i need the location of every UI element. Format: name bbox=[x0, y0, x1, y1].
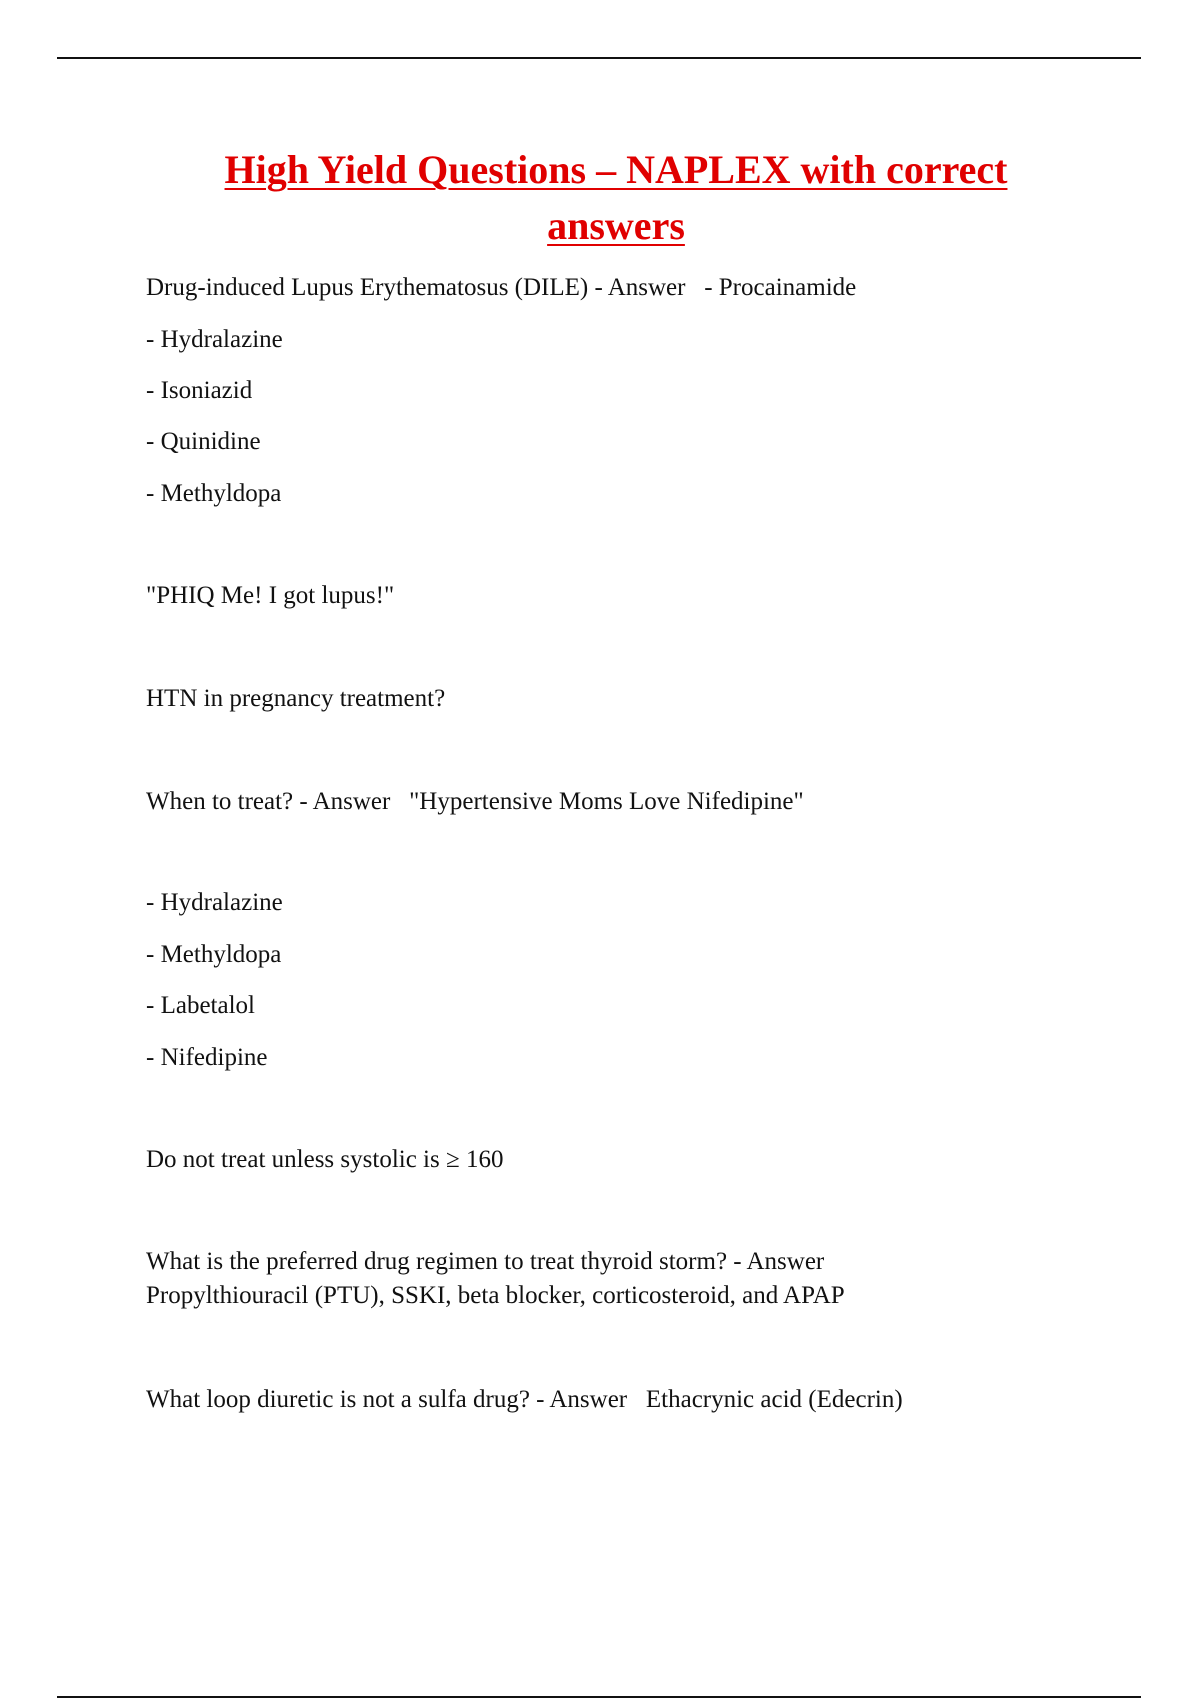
top-rule bbox=[57, 57, 1141, 59]
text-line: Propylthiouracil (PTU), SSKI, beta blocker, corticosteroid, and APAP bbox=[146, 1282, 845, 1309]
title-line-2: answers bbox=[547, 203, 685, 248]
text-line: - Hydralazine bbox=[146, 326, 283, 353]
text-line: - Methyldopa bbox=[146, 941, 282, 968]
text-line: - Methyldopa bbox=[146, 480, 282, 507]
text-line: - Isoniazid bbox=[146, 377, 253, 404]
title-line-1: High Yield Questions – NAPLEX with correct bbox=[224, 147, 1008, 192]
text-line: What loop diuretic is not a sulfa drug? - Answer Ethacrynic acid (Edecrin) bbox=[146, 1386, 903, 1413]
document-title bbox=[150, 142, 1082, 254]
bottom-rule bbox=[57, 1696, 1141, 1698]
text-line: HTN in pregnancy treatment? bbox=[146, 685, 446, 712]
text-line: What is the preferred drug regimen to treat thyroid storm? - Answer bbox=[146, 1248, 825, 1275]
text-line: "PHIQ Me! I got lupus!" bbox=[146, 582, 395, 609]
text-line: - Labetalol bbox=[146, 992, 255, 1019]
text-line: When to treat? - Answer "Hypertensive Moms Love Nifedipine" bbox=[146, 788, 804, 815]
text-line: - Quinidine bbox=[146, 428, 261, 455]
text-line: Do not treat unless systolic is ≥ 160 bbox=[146, 1146, 504, 1173]
text-line: - Nifedipine bbox=[146, 1044, 268, 1071]
text-line: - Hydralazine bbox=[146, 889, 283, 916]
text-line: Drug-induced Lupus Erythematosus (DILE) - Answer - Procainamide bbox=[146, 274, 857, 301]
